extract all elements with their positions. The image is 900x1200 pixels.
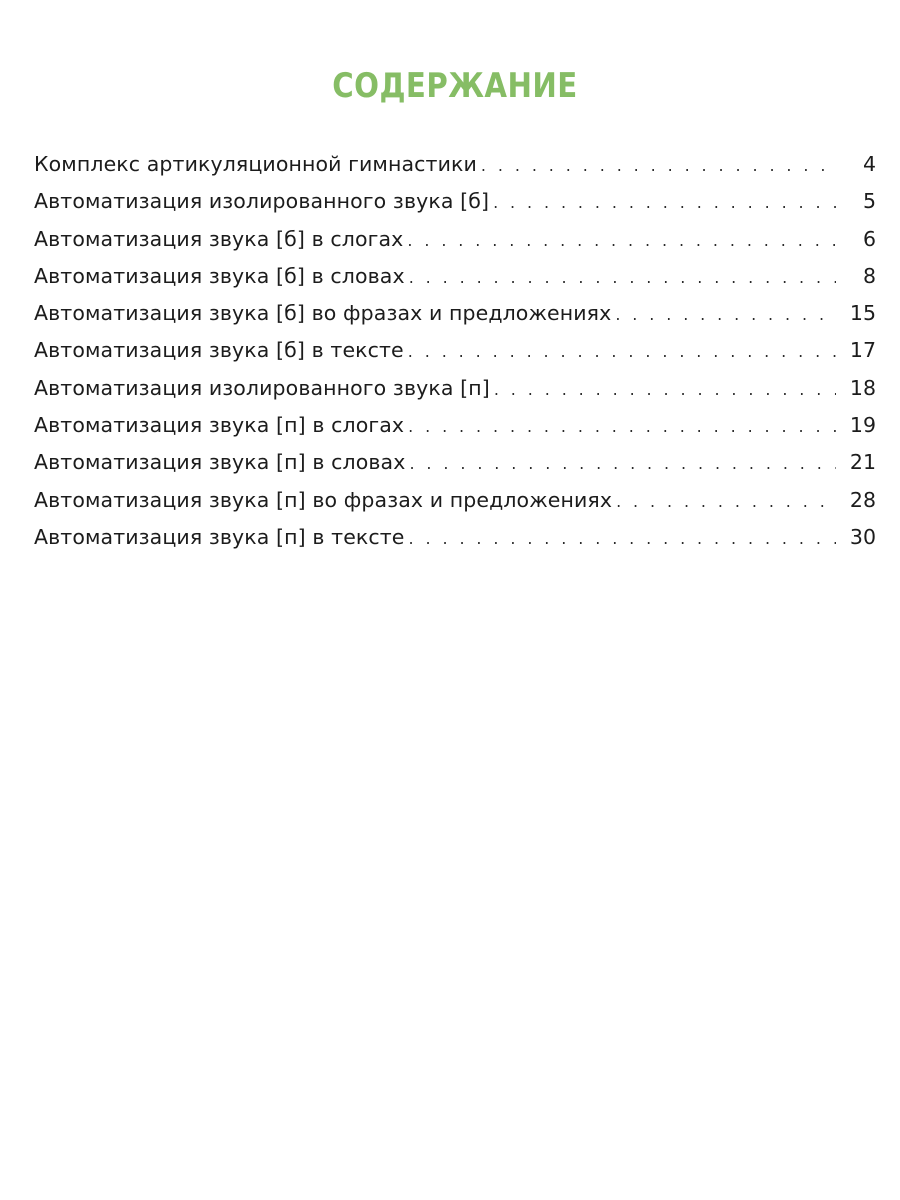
toc-leader-dots: [615, 296, 836, 333]
toc-entry-label: Автоматизация звука [б] во фразах и предложениях: [34, 301, 612, 326]
toc-entry-label: Автоматизация изолированного звука [б]: [34, 189, 490, 214]
toc-entry[interactable]: [34, 519, 876, 556]
toc-entry-page: 4: [862, 152, 876, 176]
toc-entry[interactable]: [34, 183, 876, 220]
toc-entry-page: 28: [849, 487, 876, 512]
page-title: СОДЕРЖАНИЕ: [332, 66, 578, 106]
toc-entry[interactable]: [34, 444, 876, 481]
toc-entry-label: Автоматизация звука [б] в тексте: [34, 338, 404, 363]
toc-leader-dots: [409, 259, 836, 296]
toc-leader-dots: [408, 408, 836, 445]
table-of-contents: [34, 146, 876, 556]
toc-entry[interactable]: [34, 332, 876, 369]
toc-entry-page: 19: [849, 413, 876, 438]
toc-entry[interactable]: [34, 258, 876, 295]
toc-entry-page: 18: [849, 375, 876, 400]
toc-entry-page: 30: [849, 524, 876, 549]
toc-entry-page: 6: [862, 226, 876, 251]
toc-entry-page: 8: [862, 263, 876, 288]
toc-leader-dots: [616, 483, 836, 520]
toc-entry-label: Автоматизация звука [п] во фразах и предложениях: [34, 487, 613, 512]
toc-entry-label: Автоматизация звука [п] в слогах: [34, 413, 405, 438]
toc-entry-page: 21: [849, 450, 876, 475]
toc-entry-label: Автоматизация звука [п] в словах: [34, 450, 406, 475]
toc-entry[interactable]: [34, 370, 876, 407]
toc-entry-page: 15: [849, 301, 876, 326]
toc-leader-dots: [407, 222, 836, 259]
toc-entry[interactable]: [34, 221, 876, 258]
toc-leader-dots: [409, 445, 835, 482]
toc-entry[interactable]: [34, 295, 876, 332]
toc-leader-dots: [409, 520, 836, 557]
toc-leader-dots: [481, 147, 836, 184]
toc-entry-label: Комплекс артикуляционной гимнастики: [34, 152, 477, 176]
toc-leader-dots: [494, 371, 836, 408]
toc-leader-dots: [493, 184, 836, 221]
toc-entry-page: 5: [862, 189, 876, 214]
toc-entry-page: 17: [849, 338, 876, 363]
toc-entry[interactable]: [34, 146, 876, 183]
toc-leader-dots: [408, 333, 836, 370]
toc-entry[interactable]: [34, 407, 876, 444]
toc-entry-label: Автоматизация звука [б] в словах: [34, 263, 405, 288]
toc-entry-label: Автоматизация звука [п] в тексте: [34, 524, 405, 549]
toc-entry-label: Автоматизация звука [б] в слогах: [34, 226, 404, 251]
toc-entry[interactable]: [34, 482, 876, 519]
toc-entry-label: Автоматизация изолированного звука [п]: [34, 375, 490, 400]
